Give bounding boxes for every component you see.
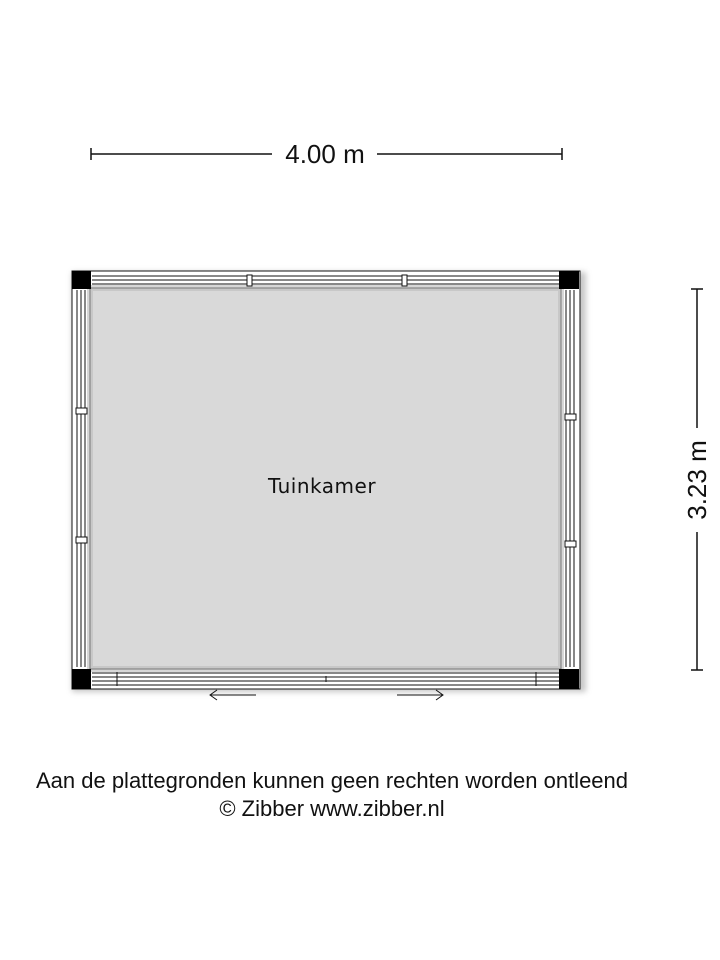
column-top-left — [72, 271, 91, 289]
disclaimer-text: Aan de plattegronden kunnen geen rechten worden ontleend — [35, 768, 629, 793]
column-bottom-right — [559, 669, 579, 689]
column-top-right — [559, 271, 579, 289]
width-label: 4.00 m — [285, 139, 365, 169]
room-label: Tuinkamer — [267, 474, 377, 498]
copyright-text: © Zibber www.zibber.nl — [219, 796, 445, 821]
depth-dimension — [682, 289, 712, 670]
width-dimension — [91, 139, 562, 169]
column-bottom-left — [72, 669, 91, 689]
depth-label: 3.23 m — [682, 440, 712, 520]
